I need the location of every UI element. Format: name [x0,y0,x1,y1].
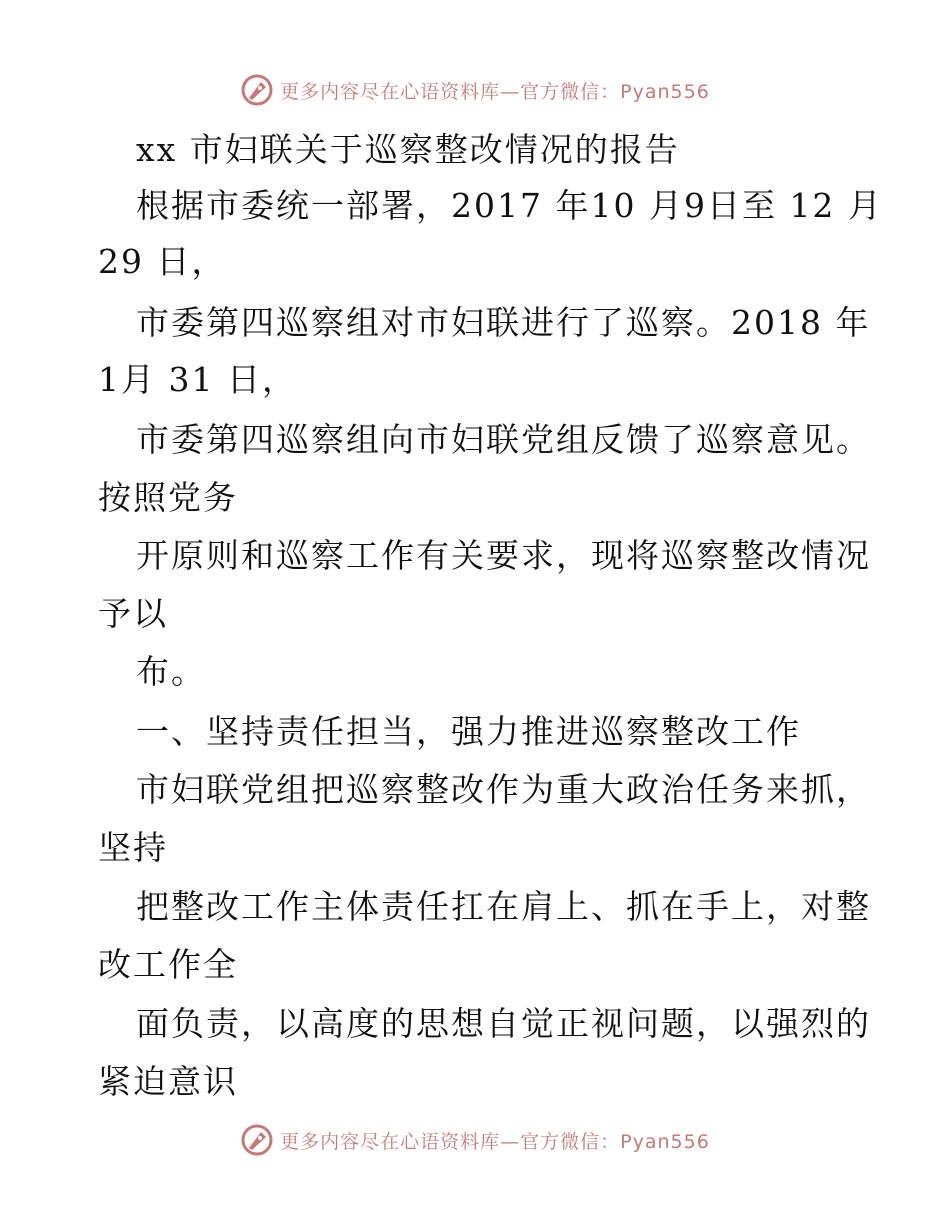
footer-banner-handle: Pyan556 [620,1130,710,1153]
paragraph-line: 29 日， [98,242,227,281]
paragraph-line: 市委第四巡察组对市妇联进行了巡察。2018 年 [136,303,871,342]
header-banner [0,70,950,110]
paragraph-line: 开原则和巡察工作有关要求，现将巡察整改情况 [136,536,871,575]
footer-banner [0,1120,950,1160]
paragraph-line: 面负责，以高度的思想自觉正视问题，以强烈的 [136,1004,871,1043]
paragraph-line: 坚持 [98,828,168,867]
paragraph-line: 布。 [136,652,206,691]
paragraph-line: 根据市委统一部署，2017 年10 月9日至 12 月 [136,186,883,225]
pen-nib-logo-icon [240,73,274,107]
document-title: xx 市妇联关于巡察整改情况的报告 [136,130,680,169]
paragraph-line: 按照党务 [98,478,238,517]
paragraph-line: 市委第四巡察组向市妇联党组反馈了巡察意见。 [136,420,871,459]
paragraph-line: 予以 [98,594,168,633]
header-banner-text: 更多内容尽在心语资料库—官方微信： [280,80,621,103]
section-heading: 一、坚持责任担当，强力推进巡察整改工作 [136,712,801,751]
pen-nib-logo-icon [240,1123,274,1157]
paragraph-line: 紧迫意识 [98,1062,238,1101]
footer-banner-text: 更多内容尽在心语资料库—官方微信： [280,1130,621,1153]
paragraph-line: 改工作全 [98,945,238,984]
paragraph-line: 市妇联党组把巡察整改作为重大政治任务来抓， [136,770,871,809]
paragraph-line: 把整改工作主体责任扛在肩上、抓在手上，对整 [136,887,871,926]
header-banner-handle: Pyan556 [620,80,710,103]
paragraph-line: 1月 31 日， [98,360,297,399]
